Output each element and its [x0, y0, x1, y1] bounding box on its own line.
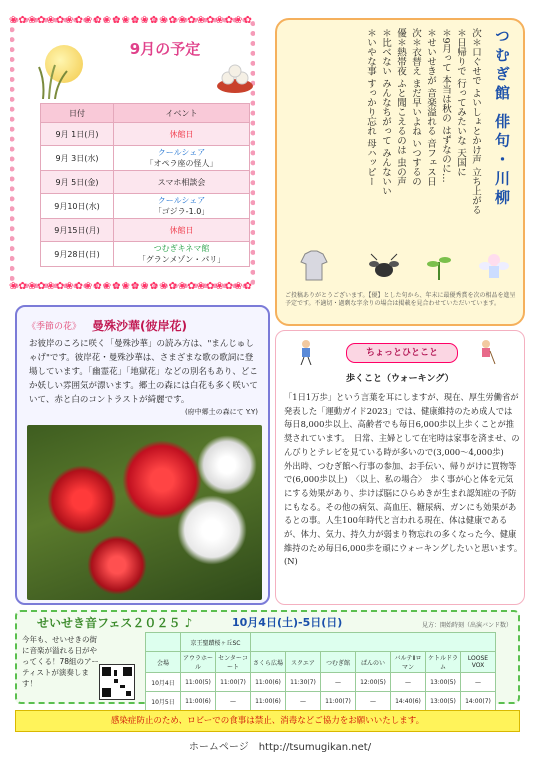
row-event: 休館日 — [114, 219, 250, 242]
schedule-title: 9月の予定 — [129, 40, 201, 58]
susuki-grass-icon — [35, 63, 75, 99]
event-header: イベント — [114, 104, 250, 123]
haiku-line: 次＊口ぐせで よいしょとかけ声 立ち上がる — [470, 28, 481, 215]
cleaning-person-icon — [476, 339, 496, 365]
row-event: 休館日 — [114, 123, 250, 146]
flower-border-bottom: ❀✿❀✿❀✿❀✿❀✿❀✿❀✿❀✿❀✿❀✿❀✿❀✿❀✿ — [9, 281, 253, 291]
qr-code-icon — [100, 665, 134, 699]
row-event: スマホ相談会 — [114, 171, 250, 194]
flower-text: お彼岸のころに咲く「曼殊沙華」の読み方は、"まんじゅしゃげ"です。彼岸花・曼殊沙華は、さまざまな歌の歌詞に登場しています。「幽霊花」「地獄花」などの別名もあり、どこか妖しい雰囲気が漂います。郷土の森には白花も多く咲いていて、赤と白のコントラストが綺麗です。 — [29, 339, 258, 405]
tsukimi-dango-icon — [215, 58, 255, 94]
notice-banner: 感染症防止のため、ロビーでの食事は禁止、消毒などご協力をお願いいたします。 — [15, 710, 520, 732]
table-row — [41, 242, 250, 267]
festival-intro: 今年も、せいせきの街に音楽が溢れる日がやってくる！78組のアーティストが演奏します！ — [22, 635, 99, 688]
flower-border-top: ❀✿❀✿❀✿❀✿❀✿❀✿❀✿❀✿❀✿❀✿❀✿❀✿❀✿ — [9, 15, 253, 25]
drum-set-icon — [367, 248, 401, 282]
haiku-line: 次＊衣替え まだ早いよね いつするの — [410, 28, 421, 187]
table-row — [41, 146, 250, 171]
clothes-icon — [297, 248, 331, 282]
column-heading: ちょっとひとこと — [346, 343, 458, 363]
date-header: 日付 — [41, 104, 114, 123]
haiku-line: ＊日帰りで 行ってみたいな 天国に — [455, 28, 466, 177]
haiku-line: ＊9月って 本当は秋の はずなのに… — [440, 28, 451, 183]
row-event: クールシェア 「ゴジラ-1.0」 — [114, 194, 250, 219]
haiku-line: ＊比べない みんなちがって みんないい — [380, 28, 391, 196]
haiku-lines — [363, 28, 483, 238]
flower-credit: (府中郷土の森にて Y.Y) — [184, 408, 258, 416]
table-row — [41, 219, 250, 242]
row-date: 9月 5日(金) — [41, 171, 114, 194]
table-row: 10月5日 11:00(6) — 11:00(6) — 11:00(7) — 14:40(6) 13:00(5) 14:00(7) — [146, 692, 496, 711]
row-date: 9月 3日(水) — [41, 146, 114, 171]
festival-table: 京王聖蹟桜ヶ丘SC 会場 アウラホール センターコート さくら広場 スクエア つむぎ館 ぱんのい バルテⅡロマン ケトルドラム LOOSE VOX 10月4日 11:00(5) 11:00(7) 11:00(6) 11:30(7) — 12:00(5) — 13:00(5) — 10月5日 11:00(6) — 11:00(6) — 11:00(7) — 14:40(6) 13:00(5) 14:00(7) — [145, 632, 496, 711]
homepage-link[interactable]: ホームページ http://tsumugikan.net/ — [188, 742, 372, 753]
walking-person-icon — [296, 339, 316, 365]
row-date: 9月10日(水) — [41, 194, 114, 219]
qr-code[interactable] — [99, 664, 135, 700]
haiku-line: ＊いやな事 すっかり忘れ 母ハッピー — [365, 28, 376, 187]
plant-icon — [422, 248, 456, 282]
haiku-line: 優＊熱帯夜 ふと聞こえるのは 虫の声 — [395, 28, 406, 187]
festival-title: せいせき音フェス２０２５ ♪ — [37, 616, 193, 630]
venue-group-header: 京王聖蹟桜ヶ丘SC — [181, 633, 251, 652]
table-row: 10月4日 11:00(5) 11:00(7) 11:00(6) 11:30(7) — 12:00(5) — 13:00(5) — — [146, 673, 496, 692]
flower-title: 曼殊沙華(彼岸花) — [92, 319, 187, 333]
festival-note: 見方：開始時刻（出演バンド数） — [421, 622, 512, 629]
row-event: クールシェア 「オペラ座の怪人」 — [114, 146, 250, 171]
column-subtitle: 歩くこと（ウォーキング） — [346, 374, 454, 384]
seasonal-flower-box — [15, 305, 270, 605]
haiku-line: ＊せいせきが 音楽溢れる 音フェス日 — [425, 28, 436, 187]
schedule-table — [40, 103, 250, 267]
row-date: 9月15日(月) — [41, 219, 114, 242]
row-date: 9月28日(日) — [41, 242, 114, 267]
festival-dates: 10月4日(土)-5日(日) — [232, 616, 343, 629]
schedule-box — [9, 15, 255, 291]
row-date: 9月 1日(月) — [41, 123, 114, 146]
column-text: 「1日1万歩」という言葉を耳にしますが、現在、厚生労働省が発表した「運動ガイド2023」では、健康維持のため成人では毎日8,000歩以上、高齢者でも毎日6,000歩以上歩くことが推奨されています。 日常、主婦として在宅時は家事を済ませ、のんびりとテレビを見ている時が多いので(3,000～4,000歩) 外出時、つむぎ館へ行事の参加、お手伝い、帰りがけに買物等で(6,000歩以上) 〈以上、私の場合〉 歩く事が心と体を元気にする効果があり、歩けば脳にひらめきが生まれ認知症の予防にもなる。その他の病気、高血圧、糖尿病、ガンにも効果があるとの事。人生100年時代と言われる現在、体は健康であるが、体力、気力、持久力が弱まり物忘れの多くなった今、健康維持のため毎日6,000歩を頑にウォーキングしたいと思います。 (N) — [284, 392, 527, 567]
haiku-box — [275, 18, 525, 326]
row-event: つむぎキネマ館 「グランメゾン・パリ」 — [114, 242, 250, 267]
flower-tag: 《季節の花》 — [27, 322, 82, 332]
column-box — [275, 330, 525, 605]
haiku-title: つむぎ館 俳句・川柳 — [493, 28, 511, 209]
haiku-note: ご投稿ありがとうございます。【優】とした句から、年末に最優秀賞を次の相品を進呈予定です。不適切・過剰な字余りの場合は掲載を見合わせていただいています。 — [285, 292, 516, 307]
table-row — [41, 171, 250, 194]
angel-icon — [477, 248, 511, 282]
higanbana-photo — [27, 425, 262, 600]
table-row — [41, 194, 250, 219]
table-row — [41, 123, 250, 146]
music-festival-box — [15, 610, 520, 704]
